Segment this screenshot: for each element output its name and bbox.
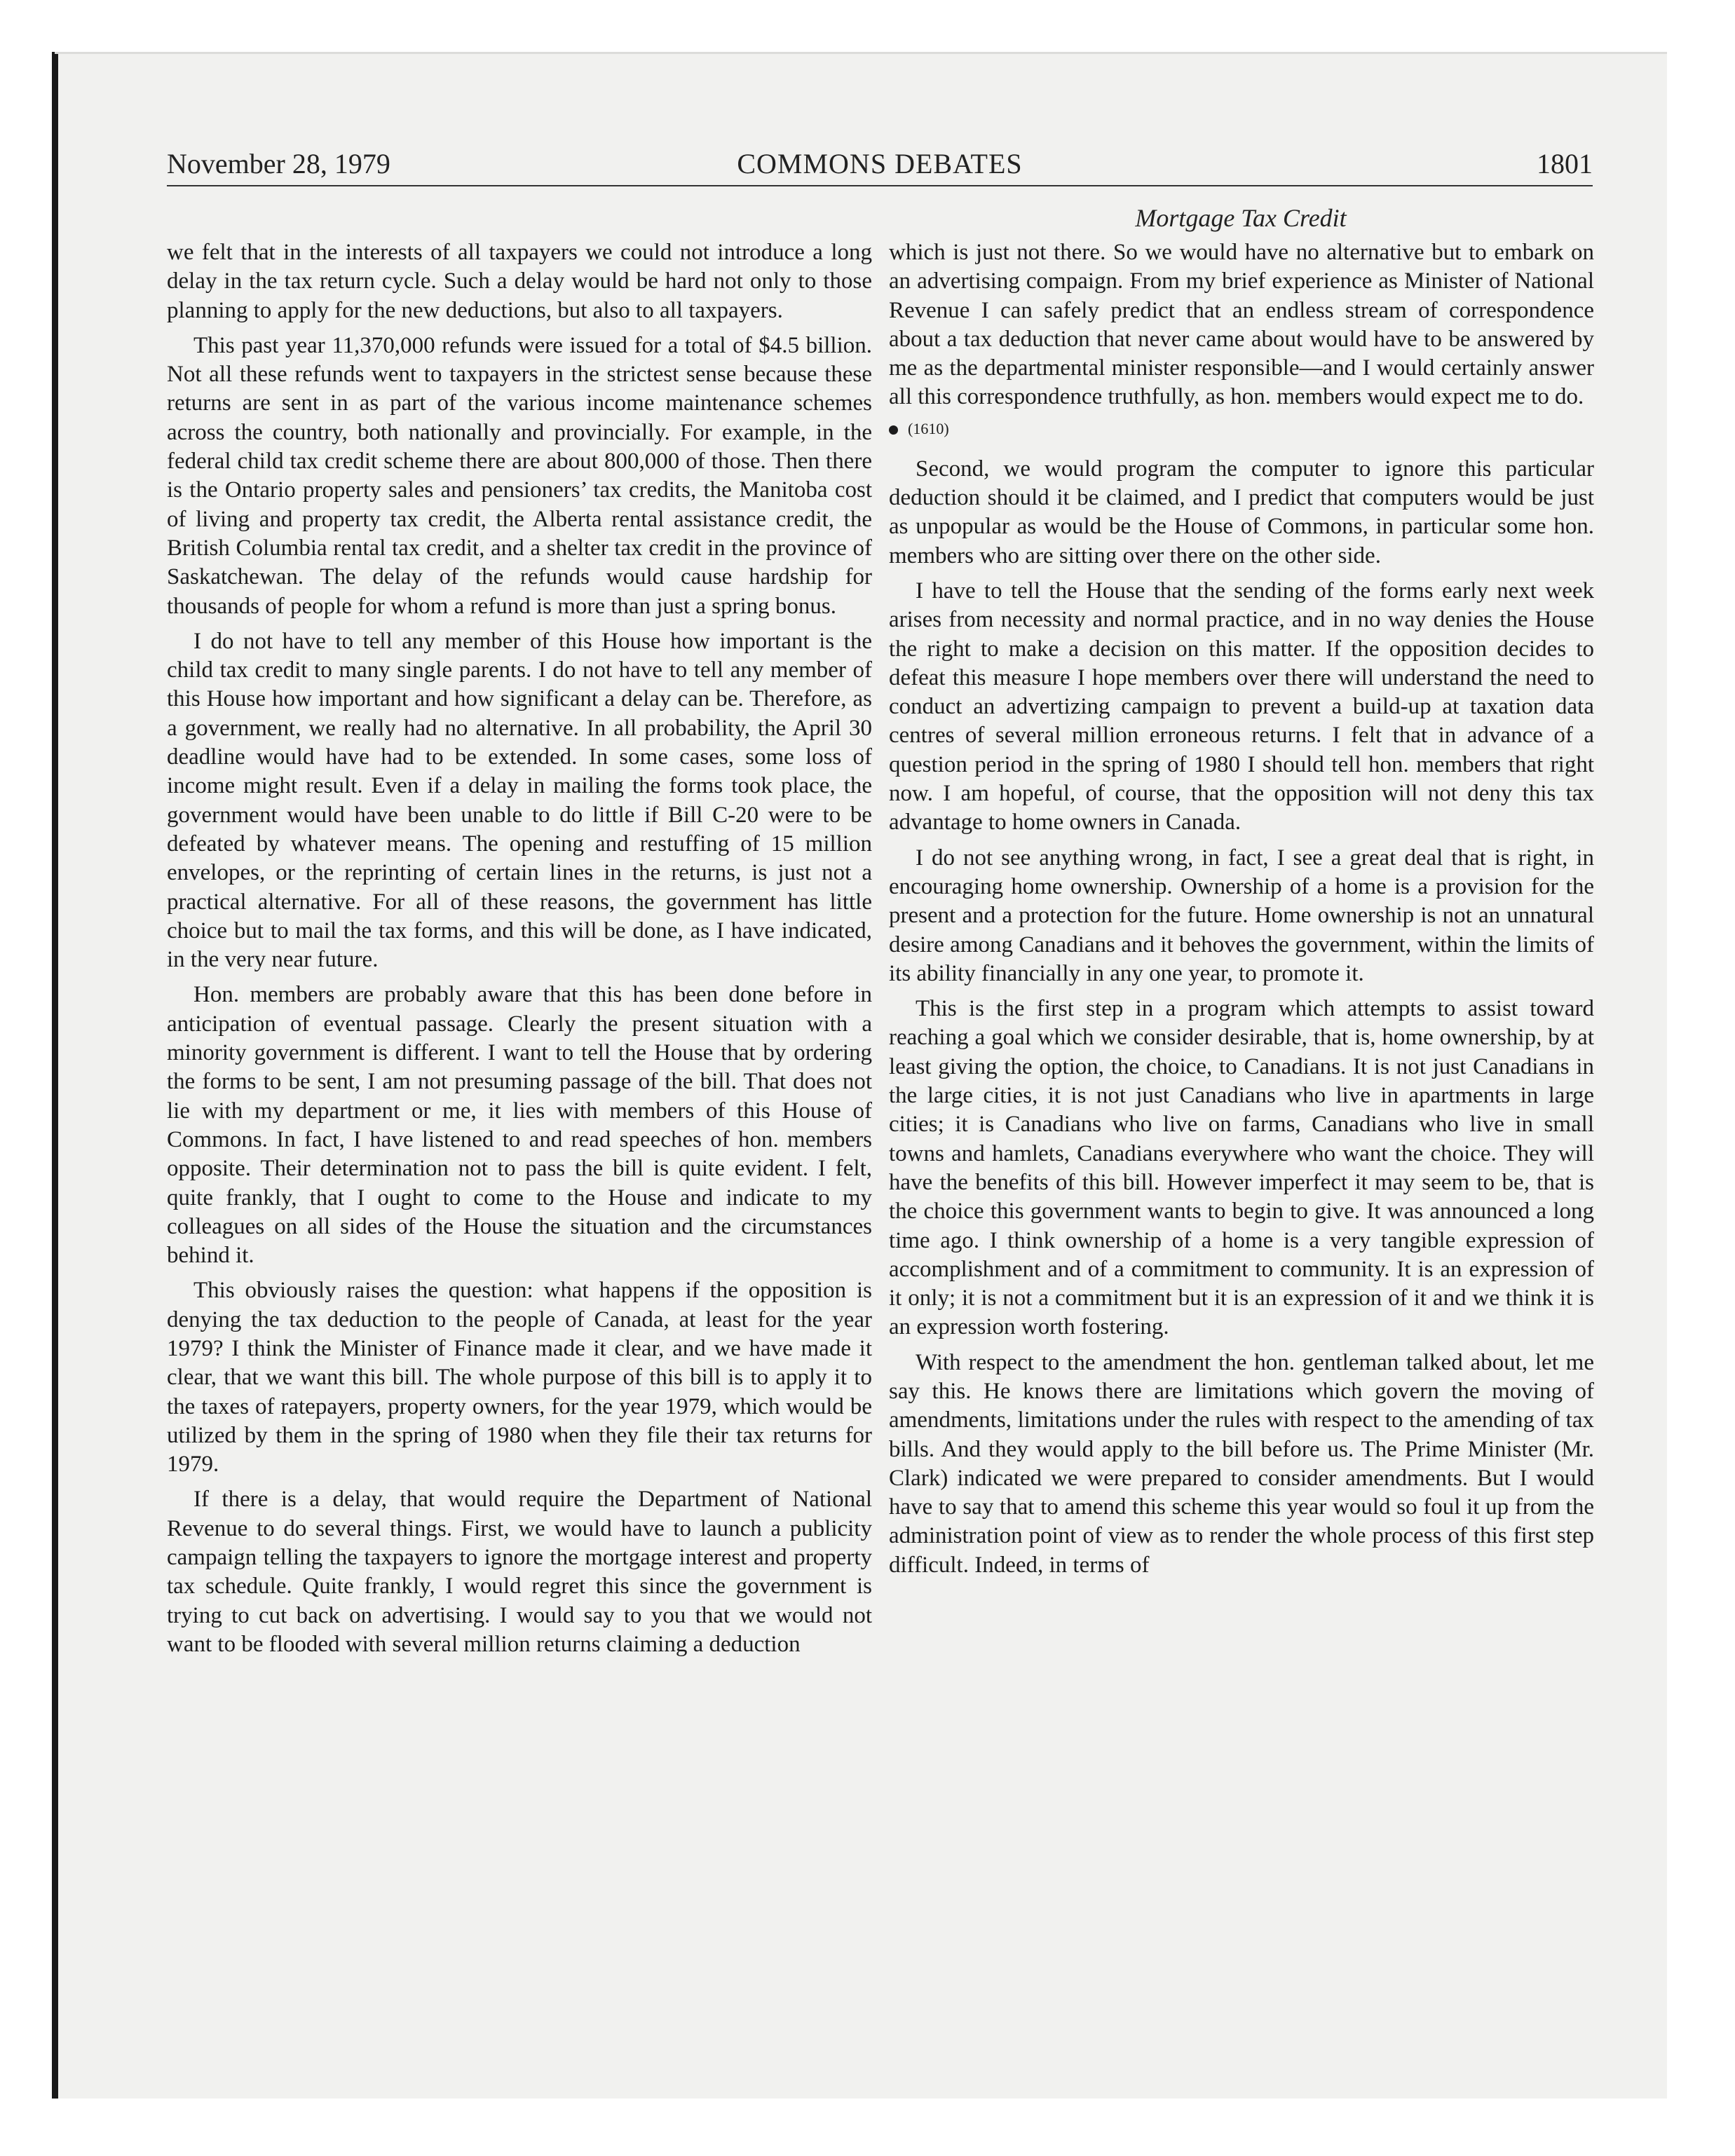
subject-heading: Mortgage Tax Credit: [1135, 204, 1347, 232]
paragraph: This past year 11,370,000 refunds were issued for a total of $4.5 billion. Not all these refunds went to taxpayers in the strictest sense because these returns are sent in as part of the various income maintenance schemes across the country, both nationally and provincially. For example, in the federal child tax credit scheme there are about 800,000 of those. Then there is the Ontario property sales and pensioners’ tax credits, the Manitoba cost of living and property tax credit, the Alberta rental assistance credit, the British Columbia rental tax credit, and a shelter tax credit in the province of Saskatchewan. The delay of the refunds would cause hardship for thousands of people for whom a refund is more than just a spring bonus.: [167, 332, 872, 619]
left-column: [167, 238, 872, 1665]
paragraph: I do not have to tell any member of this House how important is the child tax credit to many single parents. I do not have to tell any member of this House how important and how significant a delay can be. Therefore, as a government, we really had no alternative. In all probability, the April 30 deadline would have had to be extended. In some cases, some loss of income might result. Even if a delay in mailing the forms took place, the government would have been unable to do little if Bill C-20 were to be defeated by whatever means. The opening and restuffing of 15 million envelopes, or the reprinting of certain lines in the returns, is just not a practical alternative. For all of these reasons, the government has little choice but to mail the tax forms, and this will be done, as I have indicated, in the very near future.: [167, 628, 872, 973]
time-marker-text: (1610): [908, 419, 949, 437]
paragraph: If there is a delay, that would require the Department of National Revenue to do several things. First, we would have to launch a publicity campaign telling the taxpayers to ignore the mortgage interest and property tax schedule. Quite frankly, I would regret this since the government is trying to cut back on advertising. I would say to you that we would not want to be flooded with several million returns claiming a deduction: [167, 1487, 872, 1657]
time-marker: [889, 418, 1594, 439]
page-number: 1801: [1537, 148, 1593, 179]
paragraph: With respect to the amendment the hon. gentleman talked about, let me say this. He knows there are limitations which govern the moving of amendments, limitations under the rules with respect to the amending of tax bills. And they would apply to the bill before us. The Prime Minister (Mr. Clark) indicated we were prepared to consider amendments. But I would have to say that to amend this scheme this year would so foul it up from the administration point of view as to render the whole process of this first step difficult. Indeed, in terms of: [889, 1349, 1594, 1578]
paragraph: I do not see anything wrong, in fact, I see a great deal that is right, in encouraging home ownership. Ownership of a home is a provision for the present and a protection for the future. Home ownership is not an unnatural desire among Canadians and it behoves the government, within the limits of its ability financially in any one year, to promote it.: [889, 845, 1594, 986]
paragraph: Second, we would program the computer to ignore this particular deduction should it be claimed, and I predict that computers would be just as unpopular as would be the House of Commons, in particular some hon. members who are sitting over there on the other side.: [889, 456, 1594, 568]
paragraph: This obviously raises the question: what happens if the opposition is denying the tax deduction to the people of Canada, at least for the year 1979? I think the Minister of Finance made it clear, and we have made it clear, that we want this bill. The whole purpose of this bill is to apply it to the taxes of ratepayers, property owners, for the year 1979, which would be utilized by them in the spring of 1980 when they file their tax returns for 1979.: [167, 1278, 872, 1478]
bullet-icon: [889, 425, 898, 435]
paragraph: which is just not there. So we would have no alternative but to embark on an advertising compaign. From my brief experience as Minister of National Revenue I can safely predict that an endless stream of correspondence about a tax deduction that never came about would have to be answered by me as the departmental minister responsible—and I would certainly answer all this correspondence truthfully, as hon. members would expect me to do.: [889, 240, 1594, 410]
header-title: COMMONS DEBATES: [737, 148, 1023, 179]
right-column: [889, 238, 1594, 1586]
header-date: November 28, 1979: [167, 148, 390, 179]
running-header: [167, 147, 1593, 186]
paragraph: I have to tell the House that the sending of the forms early next week arises from necessity and normal practice, and in no way denies the House the right to make a decision on this matter. If the opposition decides to defeat this measure I hope members over there will understand the need to conduct an advertizing campaign to prevent a build-up at taxation data centres of several million erroneous returns. I felt that in advance of a question period in the spring of 1980 I should tell hon. members that right now. I am hopeful, of course, that the opposition will not deny this tax advantage to home owners in Canada.: [889, 578, 1594, 835]
header-rule: [167, 185, 1593, 186]
paragraph: Hon. members are probably aware that this has been done before in anticipation of eventual passage. Clearly the present situation with a minority government is different. I want to tell the House that by ordering the forms to be sent, I am not presuming passage of the bill. That does not lie with my department or me, it lies with members of this House of Commons. In fact, I have listened to and read speeches of hon. members opposite. Their determination not to pass the bill is quite evident. I felt, quite frankly, that I ought to come to the House and indicate to my colleagues on all sides of the House the situation and the circumstances behind it.: [167, 982, 872, 1269]
scan-top-edge: [55, 52, 1667, 54]
paragraph: we felt that in the interests of all taxpayers we could not introduce a long delay in the tax return cycle. Such a delay would be hard not only to those planning to apply for the new deductions, but also to all taxpayers.: [167, 240, 872, 323]
paragraph: This is the first step in a program which attempts to assist toward reaching a goal which we consider desirable, that is, home ownership, by at least giving the option, the choice, to Canadians. It is not just Canadians in the large cities, it is not just Canadians who live in apartments in large cities; it is Canadians who live on farms, Canadians who live in small towns and hamlets, Canadians everywhere who want the choice. They will have the benefits of this bill. However imperfect it may seem to be, that is the choice this government wants to begin to give. It was announced a long time ago. I think ownership of a home is a very tangible expression of accomplishment and of a commitment to community. It is an expression of it only; it is not a commitment but it is an expression of it and we think it is an expression worth fostering.: [889, 996, 1594, 1340]
scan-left-edge: [52, 52, 58, 2099]
